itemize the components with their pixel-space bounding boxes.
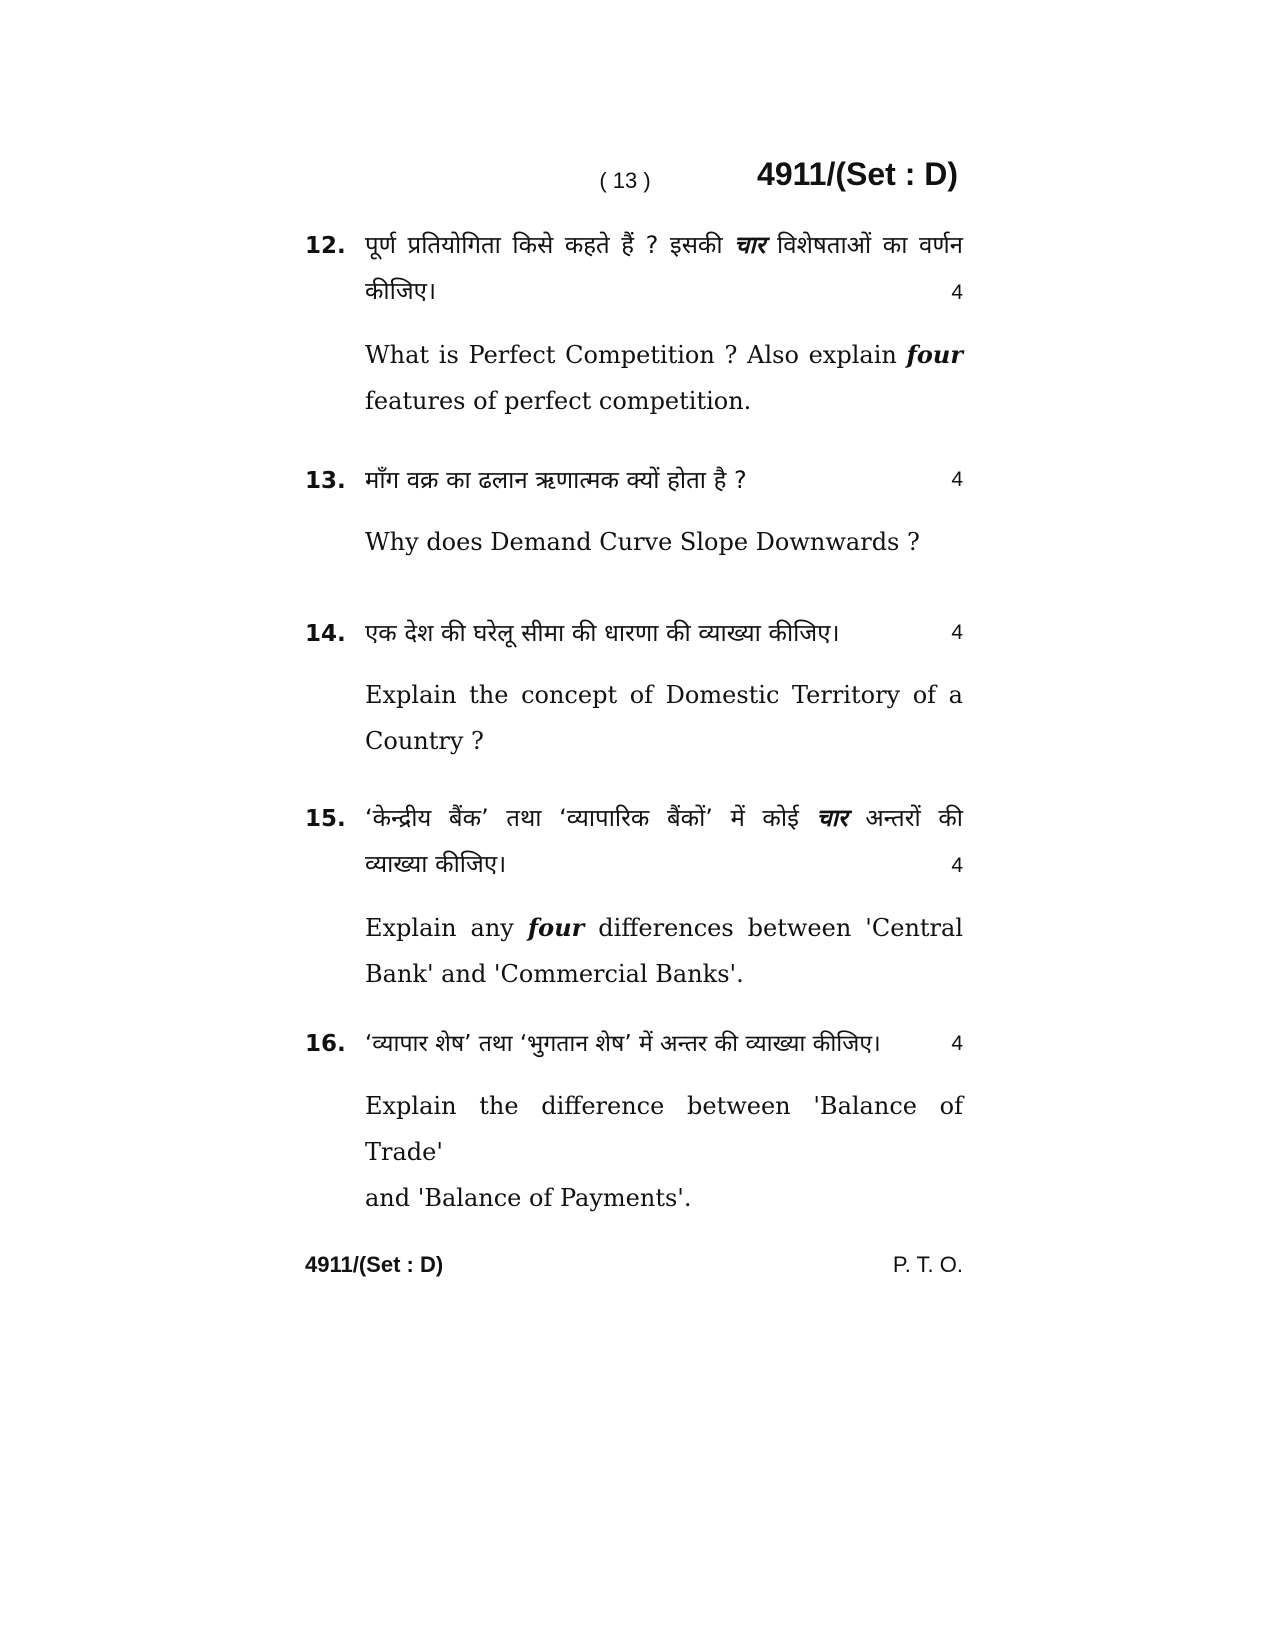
page-number: ( 13 ) xyxy=(599,168,651,193)
question-number: 16. xyxy=(305,1031,346,1057)
english-line: Why does Demand Curve Slope Downwards ? xyxy=(365,528,920,556)
question-13 xyxy=(305,457,963,565)
question-number: 14. xyxy=(305,621,346,647)
english-emphasis: four xyxy=(527,913,585,942)
question-16-hindi-line1 xyxy=(305,1021,963,1067)
hindi-text: एक देश की घरेलू सीमा की धारणा की व्याख्या कीजिए। xyxy=(365,619,840,647)
english-text: differences between 'Central xyxy=(598,914,963,942)
question-16-hindi-text xyxy=(365,1021,963,1067)
question-12 xyxy=(305,222,963,424)
marks: 4 xyxy=(951,468,963,491)
hindi-text: माँग वक्र का ढलान ऋणात्मक क्यों होता है ? xyxy=(365,466,747,494)
english-text: What is Perfect Competition ? Also explain xyxy=(365,341,897,369)
marks: 4 xyxy=(951,1032,963,1055)
hindi-text: ‘व्यापार शेष’ तथा ‘भुगतान शेष’ में अन्तर की व्याख्या कीजिए। xyxy=(365,1031,881,1057)
english-emphasis: four xyxy=(906,340,963,369)
question-12-english xyxy=(365,332,963,424)
question-12-hindi-line1 xyxy=(305,222,963,268)
question-15-english xyxy=(365,905,963,997)
question-15-hindi-line2 xyxy=(365,841,963,889)
english-line: Bank' and 'Commercial Banks'. xyxy=(365,960,744,988)
marks: 4 xyxy=(951,854,963,877)
english-line: and 'Balance of Payments'. xyxy=(365,1184,692,1212)
question-number: 12. xyxy=(305,233,346,259)
question-12-hindi-text xyxy=(365,222,963,268)
hindi-text: अन्तरों की xyxy=(865,804,963,832)
question-15 xyxy=(305,795,963,997)
english-line: Explain the difference between 'Balance of Trade' xyxy=(365,1092,963,1166)
english-line: Country ? xyxy=(365,727,484,755)
question-number: 13. xyxy=(305,468,346,494)
marks: 4 xyxy=(951,281,963,304)
paper-code-footer: 4911/(Set : D) xyxy=(305,1252,444,1277)
question-12-hindi-line2 xyxy=(365,268,963,316)
english-text: Explain any xyxy=(365,914,514,942)
question-13-hindi-line1 xyxy=(305,457,963,503)
question-16 xyxy=(305,1021,963,1221)
hindi-text: व्याख्या कीजिए। xyxy=(365,850,507,878)
hindi-text: पूर्ण प्रतियोगिता किसे कहते हैं ? इसकी xyxy=(365,231,723,259)
question-14 xyxy=(305,610,963,764)
english-line xyxy=(365,332,963,378)
question-14-hindi-line1 xyxy=(305,610,963,656)
question-15-hindi-text xyxy=(365,795,963,841)
hindi-emphasis: चार xyxy=(816,804,848,832)
hindi-text: विशेषताओं का वर्णन xyxy=(777,231,963,259)
question-16-english xyxy=(365,1083,963,1221)
hindi-text: ‘केन्द्रीय बैंक’ तथा ‘व्यापारिक बैंकों’ में कोई xyxy=(365,804,799,832)
question-number: 15. xyxy=(305,806,346,832)
english-line xyxy=(365,905,963,951)
hindi-text: कीजिए। xyxy=(365,277,437,305)
question-14-english xyxy=(365,672,963,764)
english-line: Explain the concept of Domestic Territory of a xyxy=(365,681,963,709)
question-15-hindi-line1 xyxy=(305,795,963,841)
pto-label: P. T. O. xyxy=(892,1252,963,1277)
paper-code-header: 4911/(Set : D) xyxy=(757,156,958,192)
english-line: features of perfect competition. xyxy=(365,387,752,415)
question-13-english xyxy=(365,519,963,565)
question-13-hindi-text xyxy=(365,457,963,503)
hindi-emphasis: चार xyxy=(734,231,766,259)
marks: 4 xyxy=(951,621,963,644)
question-14-hindi-text xyxy=(365,610,963,656)
